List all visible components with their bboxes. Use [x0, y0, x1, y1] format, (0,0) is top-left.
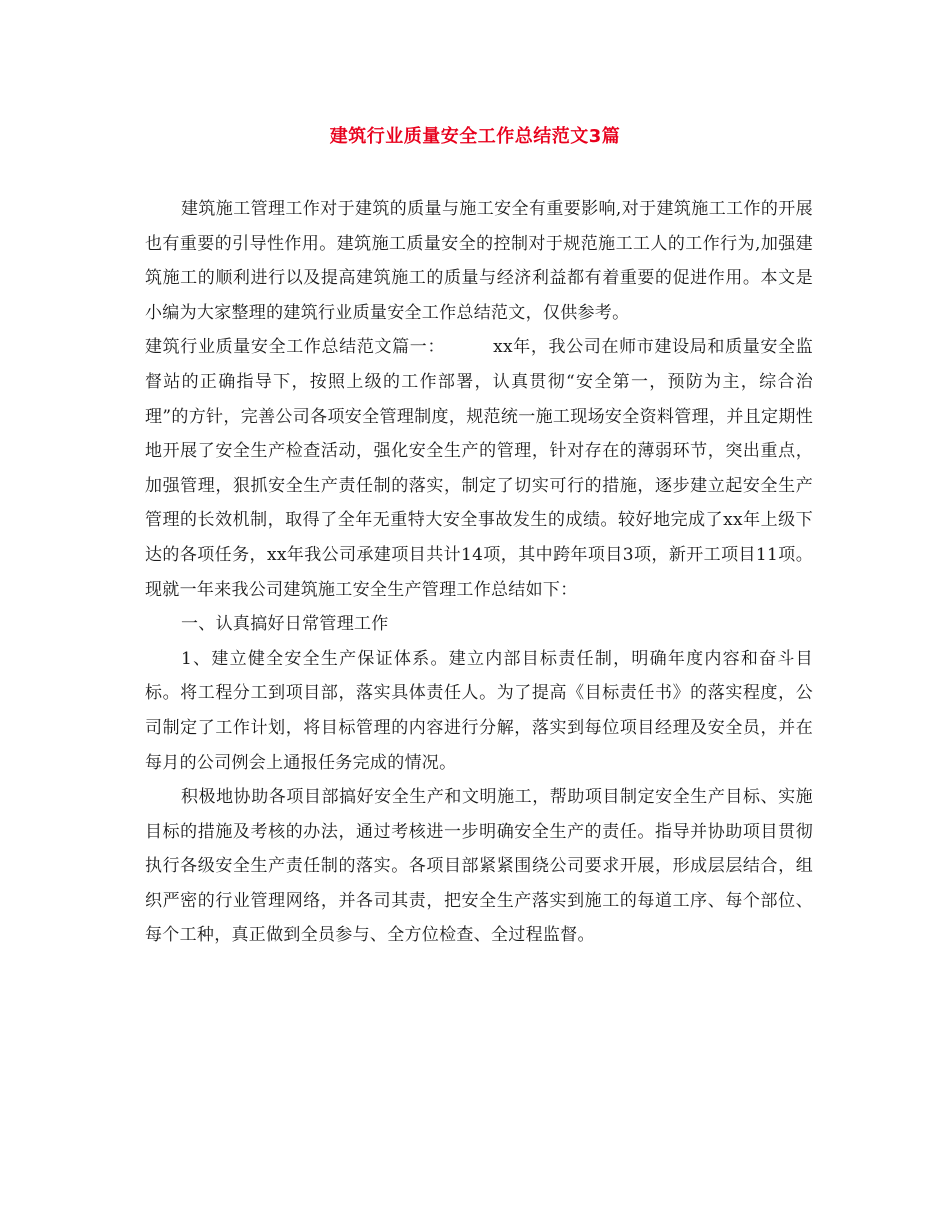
- document-body: [145, 192, 813, 953]
- part1-paragraph: [145, 330, 813, 607]
- item1-paragraph: 1、建立健全安全生产保证体系。建立内部目标责任制，明确年度内容和奋斗目标。将工程分工到项目部，落实具体责任人。为了提高《目标责任书》的落实程度，公司制定了工作计划，将目标管理的内容进行分解，落实到每位项目经理及安全员，并在每月的公司例会上通报任务完成的情况。: [145, 648, 813, 773]
- intro-paragraph: 建筑施工管理工作对于建筑的质量与施工安全有重要影响,对于建筑施工工作的开展也有重要的引导性作用。建筑施工质量安全的控制对于规范施工工人的工作行为,加强建筑施工的顺利进行以及提高建筑施工的质量与经济利益都有着重要的促进作用。本文是小编为大家整理的建筑行业质量安全工作总结范文，仅供参考。: [145, 199, 813, 323]
- document-title: 建筑行业质量安全工作总结范文3篇: [329, 126, 621, 147]
- section1-heading: 一、认真搞好日常管理工作: [181, 614, 389, 635]
- part1-text: xx年，我公司在师市建设局和质量安全监督站的正确指导下，按照上级的工作部署，认真贯彻“安全第一，预防为主，综合治理”的方针，完善公司各项安全管理制度，规范统一施工现场安全资料管理，并且定期性地开展了安全生产检查活动，强化安全生产的管理，针对存在的薄弱环节，突出重点，加强管理，狠抓安全生产责任制的落实，制定了切实可行的措施，逐步建立起安全生产管理的长效机制，取得了全年无重特大安全事故发生的成绩。较好地完成了xx年上级下达的各项任务，xx年我公司承建项目共计14项，其中跨年项目3项，新开工项目11项。现就一年来我公司建筑施工安全生产管理工作总结如下：: [145, 337, 813, 600]
- part1-label: 建筑行业质量安全工作总结范文篇一：: [145, 337, 446, 358]
- item2-paragraph: 积极地协助各项目部搞好安全生产和文明施工，帮助项目制定安全生产目标、实施目标的措施及考核的办法，通过考核进一步明确安全生产的责任。指导并协助项目贯彻执行各级安全生产责任制的落实。各项目部紧紧围绕公司要求开展，形成层层结合，组织严密的行业管理网络，并各司其责，把安全生产落实到施工的每道工序、每个部位、每个工种，真正做到全员参与、全方位检查、全过程监督。: [145, 787, 813, 946]
